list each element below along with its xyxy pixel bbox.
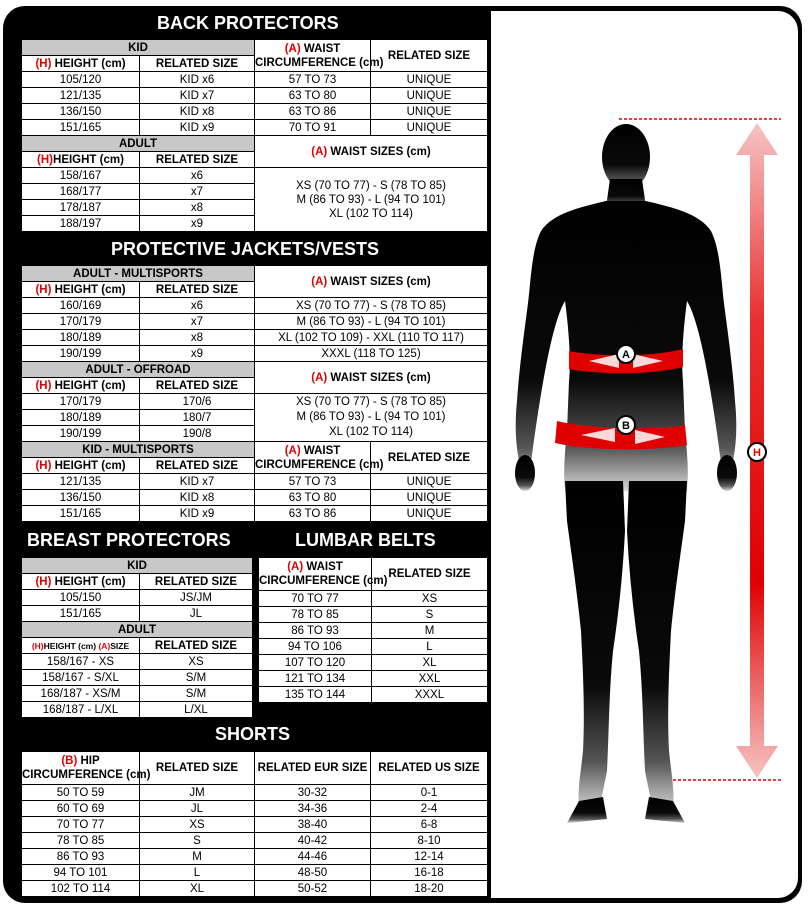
related-size-header: RELATED SIZE xyxy=(372,558,488,591)
table-row xyxy=(22,346,488,362)
cell: 170/179 xyxy=(22,314,140,330)
height-size-header: (H)HEIGHT (cm) (A)SIZE xyxy=(22,638,140,654)
cell: 63 TO 86 xyxy=(255,506,371,522)
related-size-header: RELATED SIZE xyxy=(140,752,255,785)
table-row xyxy=(259,671,488,687)
table-row xyxy=(22,686,253,702)
cell: 16-18 xyxy=(371,865,488,881)
cell: 40-42 xyxy=(255,833,371,849)
cell: 180/189 xyxy=(22,410,140,426)
cell: 94 TO 101 xyxy=(22,865,140,881)
cell: 50-52 xyxy=(255,881,371,897)
jackets-title: PROTECTIVE JACKETS/VESTS xyxy=(111,239,380,259)
cell: UNIQUE xyxy=(371,104,488,120)
cell: 63 TO 86 xyxy=(255,104,371,120)
kid-multisports-header: KID - MULTISPORTS xyxy=(22,442,255,458)
cell: UNIQUE xyxy=(371,490,488,506)
cell: 86 TO 93 xyxy=(22,849,140,865)
cell: 168/177 xyxy=(22,184,140,200)
table-row xyxy=(22,442,488,458)
cell: UNIQUE xyxy=(371,72,488,88)
table-row xyxy=(22,362,488,378)
cell: 121/135 xyxy=(22,88,140,104)
height-header: (H) HEIGHT (cm) xyxy=(22,458,140,474)
cell: 158/167 - S/XL xyxy=(22,670,140,686)
cell: 70 TO 77 xyxy=(259,591,372,607)
waist-circumference-header: (A) WAIST CIRCUMFERENCE (cm) xyxy=(259,558,372,591)
waist-sizes-header: (A) WAIST SIZES (cm) xyxy=(255,266,488,298)
marker-b-label: B xyxy=(622,420,630,432)
table-row xyxy=(22,394,488,410)
table-row xyxy=(22,574,253,590)
cell: 2-4 xyxy=(371,801,488,817)
cell: 180/189 xyxy=(22,330,140,346)
cell: L xyxy=(372,639,488,655)
shorts-title: SHORTS xyxy=(215,724,291,744)
table-row xyxy=(22,849,488,865)
cell: UNIQUE xyxy=(371,506,488,522)
adult-offroad-header: ADULT - OFFROAD xyxy=(22,362,255,378)
cell: M (86 TO 93) - L (94 TO 101) xyxy=(255,314,488,330)
cell: KID x6 xyxy=(140,72,255,88)
cell: 57 TO 73 xyxy=(255,72,371,88)
related-size-header: RELATED SIZE xyxy=(140,282,255,298)
related-size-header: RELATED SIZE xyxy=(140,152,255,168)
table-row xyxy=(22,330,488,346)
cell: 158/167 - XS xyxy=(22,654,140,670)
cell: 86 TO 93 xyxy=(259,623,372,639)
cell: 170/6 xyxy=(140,394,255,410)
adult-group-header: ADULT xyxy=(22,622,253,638)
table-row xyxy=(259,607,488,623)
hip-circumference-header: (B) HIP CIRCUMFERENCE (cm) xyxy=(22,752,140,785)
cell: 60 TO 69 xyxy=(22,801,140,817)
cell: 190/8 xyxy=(140,426,255,442)
cell: 121/135 xyxy=(22,474,140,490)
cell: L xyxy=(140,865,255,881)
table-row xyxy=(259,623,488,639)
breast-protectors-table xyxy=(21,557,253,718)
cell: M xyxy=(140,849,255,865)
shorts-table xyxy=(21,751,488,897)
cell: XXL xyxy=(372,671,488,687)
cell: 170/179 xyxy=(22,394,140,410)
table-row xyxy=(22,72,488,88)
cell: XS xyxy=(140,654,253,670)
cell: 70 TO 91 xyxy=(255,120,371,136)
marker-h-label: H xyxy=(753,447,761,459)
cell: S xyxy=(140,833,255,849)
table-row xyxy=(22,785,488,801)
table-row xyxy=(22,506,488,522)
cell: 180/7 xyxy=(140,410,255,426)
cell: UNIQUE xyxy=(371,120,488,136)
table-row xyxy=(259,558,488,591)
cell: JM xyxy=(140,785,255,801)
table-row xyxy=(22,670,253,686)
cell: 8-10 xyxy=(371,833,488,849)
breast-protectors-title: BREAST PROTECTORS xyxy=(27,530,231,550)
related-us-size-header: RELATED US SIZE xyxy=(371,752,488,785)
table-row xyxy=(22,40,488,56)
cell: 107 TO 120 xyxy=(259,655,372,671)
cell: 63 TO 80 xyxy=(255,88,371,104)
kid-group-header: KID xyxy=(22,558,253,574)
table-row xyxy=(22,474,488,490)
cell: 160/169 xyxy=(22,298,140,314)
cell: 190/199 xyxy=(22,346,140,362)
kid-group-header: KID xyxy=(22,40,255,56)
cell: x6 xyxy=(140,298,255,314)
waist-sizes-cell: XS (70 TO 77) - S (78 TO 85) M (86 TO 93) - L (94 TO 101) XL (102 TO 114) xyxy=(255,394,488,442)
cell: XL xyxy=(140,881,255,897)
cell: 70 TO 77 xyxy=(22,817,140,833)
related-size-header: RELATED SIZE xyxy=(140,574,253,590)
cell: 136/150 xyxy=(22,104,140,120)
table-row xyxy=(22,314,488,330)
cell: KID x8 xyxy=(140,104,255,120)
related-size-header: RELATED SIZE xyxy=(140,56,255,72)
table-row xyxy=(22,817,488,833)
table-row xyxy=(22,622,253,638)
jackets-table xyxy=(21,265,488,522)
height-header: (H)HEIGHT (cm) xyxy=(22,152,140,168)
cell: JL xyxy=(140,606,253,622)
related-size-header: RELATED SIZE xyxy=(140,378,255,394)
size-chart-frame xyxy=(3,6,802,903)
table-row xyxy=(22,490,488,506)
lumbar-belts-title: LUMBAR BELTS xyxy=(295,530,436,550)
cell: JL xyxy=(140,801,255,817)
table-row xyxy=(259,687,488,703)
cell: 0-1 xyxy=(371,785,488,801)
cell: 44-46 xyxy=(255,849,371,865)
table-row xyxy=(22,638,253,654)
cell: XL (102 TO 109) - XXL (110 TO 117) xyxy=(255,330,488,346)
cell: 121 TO 134 xyxy=(259,671,372,687)
cell: 6-8 xyxy=(371,817,488,833)
cell: KID x7 xyxy=(140,88,255,104)
table-row xyxy=(22,104,488,120)
cell: 188/197 xyxy=(22,216,140,232)
cell: x9 xyxy=(140,216,255,232)
body-measurement-figure xyxy=(491,11,798,898)
human-silhouette xyxy=(515,124,737,823)
back-protectors-table xyxy=(21,39,488,232)
cell: 151/165 xyxy=(22,120,140,136)
cell: x8 xyxy=(140,200,255,216)
related-size-header: RELATED SIZE xyxy=(371,442,488,474)
table-row xyxy=(22,801,488,817)
marker-a-label: A xyxy=(622,349,630,361)
height-arrow xyxy=(736,123,778,778)
cell: 57 TO 73 xyxy=(255,474,371,490)
lumbar-belts-table xyxy=(258,557,488,703)
waist-sizes-header: (A) WAIST SIZES (cm) xyxy=(255,136,488,168)
table-row xyxy=(22,606,253,622)
cell: 12-14 xyxy=(371,849,488,865)
cell: XL xyxy=(372,655,488,671)
table-row xyxy=(22,654,253,670)
cell: M xyxy=(372,623,488,639)
cell: 168/187 - XS/M xyxy=(22,686,140,702)
table-row xyxy=(259,591,488,607)
cell: 78 TO 85 xyxy=(22,833,140,849)
related-size-header: RELATED SIZE xyxy=(140,638,253,654)
height-header: (H) HEIGHT (cm) xyxy=(22,56,140,72)
cell: 38-40 xyxy=(255,817,371,833)
table-row xyxy=(22,558,253,574)
related-size-header: RELATED SIZE xyxy=(371,40,488,72)
cell: 50 TO 59 xyxy=(22,785,140,801)
cell: 34-36 xyxy=(255,801,371,817)
height-header: (H) HEIGHT (cm) xyxy=(22,378,140,394)
cell: S xyxy=(372,607,488,623)
height-header: (H) HEIGHT (cm) xyxy=(22,574,140,590)
cell: XS (70 TO 77) - S (78 TO 85) xyxy=(255,298,488,314)
cell: 105/150 xyxy=(22,590,140,606)
cell: L/XL xyxy=(140,702,253,718)
cell: XS xyxy=(372,591,488,607)
cell: KID x8 xyxy=(140,490,255,506)
cell: JS/JM xyxy=(140,590,253,606)
cell: 151/165 xyxy=(22,606,140,622)
table-row xyxy=(259,655,488,671)
cell: 78 TO 85 xyxy=(259,607,372,623)
height-header: (H) HEIGHT (cm) xyxy=(22,282,140,298)
cell: 102 TO 114 xyxy=(22,881,140,897)
adult-multisports-header: ADULT - MULTISPORTS xyxy=(22,266,255,282)
cell: 94 TO 106 xyxy=(259,639,372,655)
table-row xyxy=(22,881,488,897)
cell: KID x9 xyxy=(140,120,255,136)
table-row xyxy=(22,752,488,785)
cell: XXXL xyxy=(372,687,488,703)
cell: x7 xyxy=(140,314,255,330)
cell: 190/199 xyxy=(22,426,140,442)
related-size-header: RELATED SIZE xyxy=(140,458,255,474)
cell: 135 TO 144 xyxy=(259,687,372,703)
table-row xyxy=(22,266,488,282)
table-row xyxy=(22,88,488,104)
cell: 63 TO 80 xyxy=(255,490,371,506)
table-row xyxy=(22,702,253,718)
table-row xyxy=(22,136,488,152)
cell: 158/167 xyxy=(22,168,140,184)
table-row xyxy=(22,865,488,881)
cell: 136/150 xyxy=(22,490,140,506)
size-tables-panel xyxy=(19,6,489,903)
cell: S/M xyxy=(140,670,253,686)
cell: 178/187 xyxy=(22,200,140,216)
table-row xyxy=(22,590,253,606)
waist-circumference-header: (A) WAIST CIRCUMFERENCE (cm) xyxy=(255,40,371,72)
related-eur-size-header: RELATED EUR SIZE xyxy=(255,752,371,785)
cell: KID x9 xyxy=(140,506,255,522)
cell: KID x7 xyxy=(140,474,255,490)
waist-sizes-cell: XS (70 TO 77) - S (78 TO 85) M (86 TO 93) - L (94 TO 101) XL (102 TO 114) xyxy=(255,168,488,232)
cell: 18-20 xyxy=(371,881,488,897)
back-protectors-title: BACK PROTECTORS xyxy=(157,13,339,33)
cell: XXXL (118 TO 125) xyxy=(255,346,488,362)
cell: x9 xyxy=(140,346,255,362)
table-row xyxy=(259,639,488,655)
cell: 48-50 xyxy=(255,865,371,881)
cell: x6 xyxy=(140,168,255,184)
cell: 105/120 xyxy=(22,72,140,88)
cell: S/M xyxy=(140,686,253,702)
table-row xyxy=(22,833,488,849)
cell: 30-32 xyxy=(255,785,371,801)
cell: x8 xyxy=(140,330,255,346)
cell: XS xyxy=(140,817,255,833)
table-row xyxy=(22,120,488,136)
table-row xyxy=(22,168,488,184)
adult-group-header: ADULT xyxy=(22,136,255,152)
cell: UNIQUE xyxy=(371,88,488,104)
waist-circumference-header: (A) WAIST CIRCUMFERENCE (cm) xyxy=(255,442,371,474)
cell: UNIQUE xyxy=(371,474,488,490)
cell: x7 xyxy=(140,184,255,200)
body-silhouette-illustration xyxy=(491,11,798,898)
table-row xyxy=(22,298,488,314)
cell: 151/165 xyxy=(22,506,140,522)
waist-sizes-header: (A) WAIST SIZES (cm) xyxy=(255,362,488,394)
cell: 168/187 - L/XL xyxy=(22,702,140,718)
